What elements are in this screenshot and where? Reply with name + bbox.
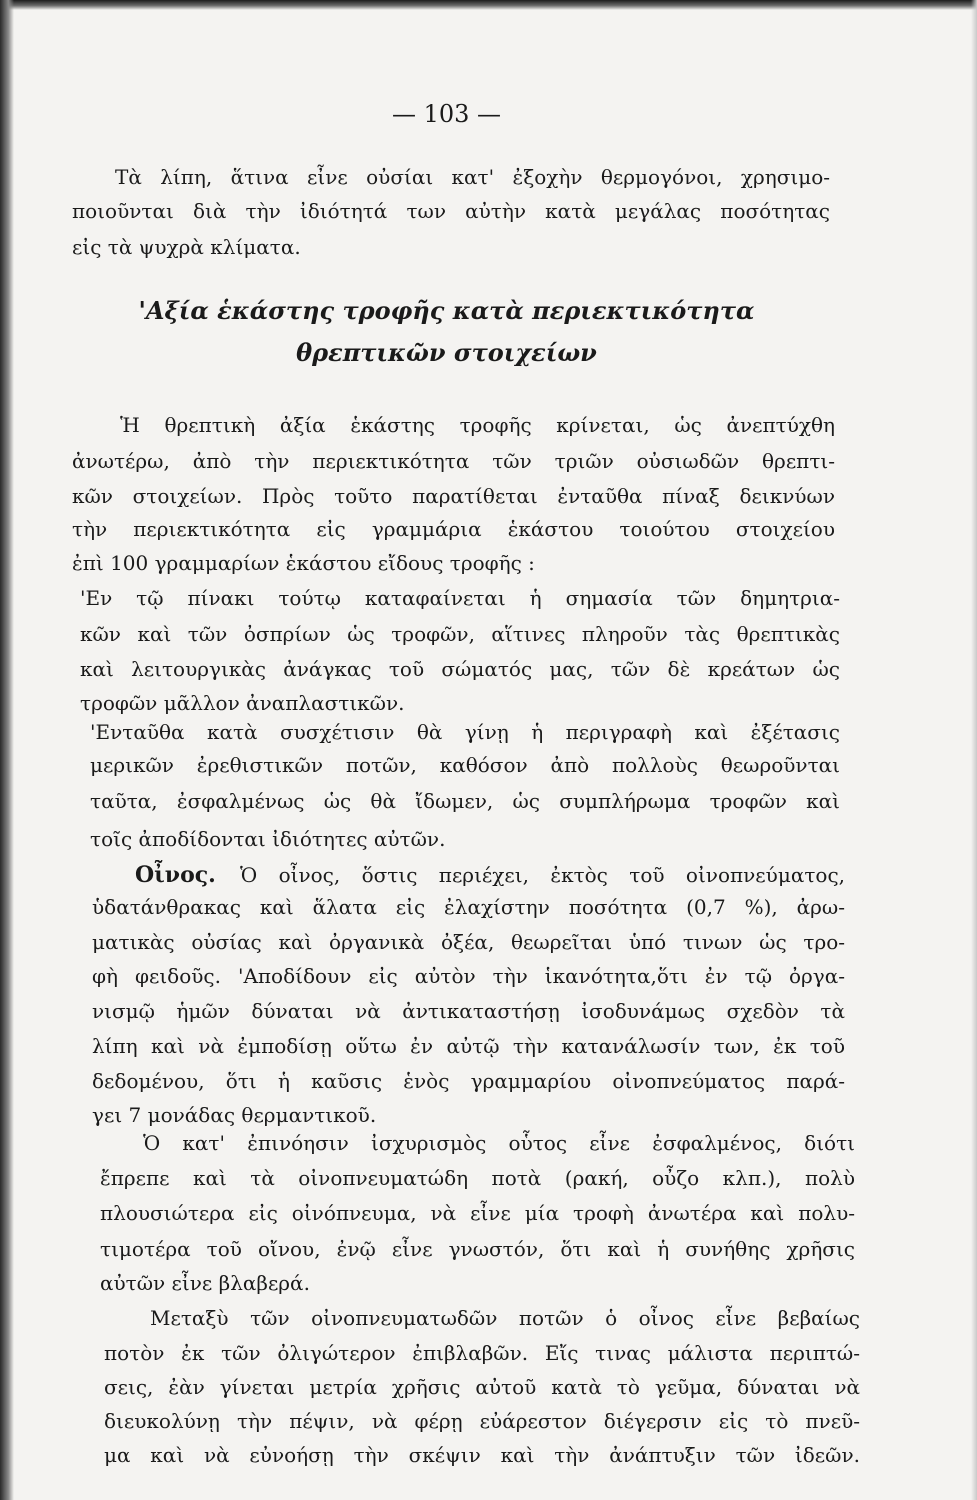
text-line: πλουσιώτερα εἰς οἰνόπνευμα, νὰ εἶνε μία τροφὴ ἀνωτέρα καὶ πολυ- — [100, 1201, 855, 1225]
text-line: εἰς τὰ ψυχρὰ κλίματα. — [72, 235, 301, 259]
text-line: Ὁ κατ' ἐπινόησιν ἰσχυρισμὸς οὗτος εἶνε ἐσφαλμένος, διότι — [143, 1131, 855, 1155]
text-line: τροφῶν μᾶλλον ἀναπλαστικῶν. — [80, 691, 405, 715]
section-heading-line-1: 'Αξία ἑκάστης τροφῆς κατὰ περιεκτικότητα — [138, 296, 755, 325]
text-line: ὑδατάνθρακας καὶ ἅλατα εἰς ἐλαχίστην ποσότητα (0,7 %), ἀρω- — [92, 895, 845, 919]
text-line: Ἡ θρεπτικὴ ἀξία ἑκάστης τροφῆς κρίνεται, ὡς ἀνεπτύχθη — [120, 413, 835, 437]
text-line: σεις, ἐὰν γίνεται μετρία χρῆσις αὐτοῦ κατὰ τὸ γεῦμα, δύναται νὰ — [104, 1375, 860, 1399]
text-line: Μεταξὺ τῶν οἰνοπνευματωδῶν ποτῶν ὁ οἶνος εἶνε βεβαίως — [150, 1306, 860, 1330]
text-line: αὐτῶν εἶνε βλαβερά. — [100, 1271, 310, 1295]
text-line: 'Ενταῦθα κατὰ συσχέτισιν θὰ γίνῃ ἡ περιγραφὴ καὶ ἐξέτασις — [90, 720, 840, 744]
text-line: ἔπρεπε καὶ τὰ οἰνοπνευματώδη ποτὰ (ρακή, οὖζο κλπ.), πολὺ — [100, 1166, 855, 1190]
text-line: δεδομένου, ὅτι ἡ καῦσις ἑνὸς γραμμαρίου οἰνοπνεύματος παρά- — [92, 1069, 845, 1093]
text-line: Ὁ οἶνος, ὅστις περιέχει, ἐκτὸς τοῦ οἰνοπνεύματος, — [240, 863, 845, 887]
text-line: κῶν στοιχείων. Πρὸς τοῦτο παρατίθεται ἐνταῦθα πίναξ δεικνύων — [72, 484, 835, 508]
text-line: ἐπὶ 100 γραμμαρίων ἑκάστου εἴδους τροφῆς : — [72, 551, 535, 575]
page-number: — 103 — — [391, 100, 502, 128]
text-line: τοῖς ἀποδίδονται ἰδιότητες αὐτῶν. — [90, 827, 446, 851]
text-line: φὴ φειδοῦς. 'Αποδίδουν εἰς αὐτὸν τὴν ἱκανότητα,ὅτι ἐν τῷ ὀργα- — [92, 964, 845, 988]
text-line: διευκολύνῃ τὴν πέψιν, νὰ φέρῃ εὐάρεστον διέγερσιν εἰς τὸ πνεῦ- — [104, 1409, 860, 1433]
text-line: τιμοτέρα τοῦ οἴνου, ἐνῷ εἶνε γνωστόν, ὅτι καὶ ἡ συνήθης χρῆσις — [100, 1237, 855, 1261]
text-line: μερικῶν ἐρεθιστικῶν ποτῶν, καθόσον ἀπὸ πολλοὺς θεωροῦνται — [90, 753, 840, 777]
text-line: ποιοῦνται διὰ τὴν ἰδιότητά των αὐτὴν κατὰ μεγάλας ποσότητας — [72, 199, 830, 223]
text-line: Τὰ λίπη, ἅτινα εἶνε οὐσίαι κατ' ἐξοχὴν θερμογόνοι, χρησιμο- — [115, 165, 830, 189]
text-line: ταῦτα, ἐσφαλμένως ὡς θὰ ἴδωμεν, ὡς συμπλήρωμα τροφῶν καὶ — [90, 789, 840, 813]
text-line: ποτὸν ἐκ τῶν ὀλιγώτερον ἐπιβλαβῶν. Εἴς τινας μάλιστα περιπτώ- — [104, 1341, 860, 1365]
text-line: λίπη καὶ νὰ ἐμποδίσῃ οὕτω ἐν αὐτῷ τὴν κατανάλωσίν των, ἐκ τοῦ — [92, 1034, 845, 1058]
text-line: κῶν καὶ τῶν ὀσπρίων ὡς τροφῶν, αἵτινες πληροῦν τὰς θρεπτικὰς — [80, 622, 840, 646]
text-line: ματικὰς οὐσίας καὶ ὀργανικὰ ὀξέα, θεωρεῖται ὑπό τινων ὡς τρο- — [92, 930, 845, 954]
text-line: μα καὶ νὰ εὐνοήσῃ τὴν σκέψιν καὶ τὴν ἀνάπτυξιν τῶν ἰδεῶν. — [104, 1443, 860, 1467]
text-line: 'Εν τῷ πίνακι τούτῳ καταφαίνεται ἡ σημασία τῶν δημητρια- — [80, 586, 840, 610]
text-line: καὶ λειτουργικὰς ἀνάγκας τοῦ σώματός μας, τῶν δὲ κρεάτων ὡς — [80, 657, 840, 681]
text-line: γει 7 μονάδας θερμαντικοῦ. — [92, 1103, 377, 1127]
text-line: ἀνωτέρω, ἀπὸ τὴν περιεκτικότητα τῶν τριῶν οὐσιωδῶν θρεπτι- — [72, 449, 835, 473]
oinos-term: Οἶνος. — [135, 862, 216, 888]
text-line: τὴν περιεκτικότητα εἰς γραμμάρια ἑκάστου τοιούτου στοιχείου — [72, 517, 835, 541]
text-line: νισμῷ ἡμῶν δύναται νὰ ἀντικαταστήσῃ ἰσοδυνάμως σχεδὸν τὰ — [92, 999, 845, 1023]
section-heading-line-2: θρεπτικῶν στοιχείων — [296, 338, 597, 367]
